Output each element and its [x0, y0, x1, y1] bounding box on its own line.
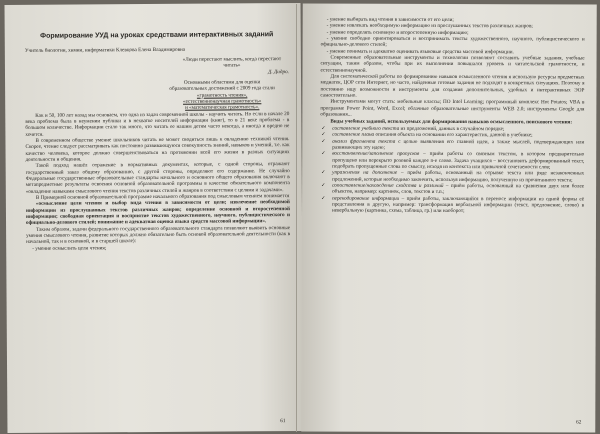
checkmark-icon: ✓	[321, 150, 326, 157]
epigraph-signature: Д. Дидро.	[268, 68, 290, 75]
checkmark-icon: ✓	[321, 169, 326, 176]
section-title: Виды учебных заданий, используемых для формирования навыков осмысленного, поискового чтения:	[330, 118, 573, 125]
goals-line: «грамотность чтения»,	[196, 91, 248, 99]
dash-item: - умение выбирать вид чтения в зависимости от его цели;	[326, 16, 454, 24]
epigraph-text: «Люди перестают мыслить, когда перестают читать»	[182, 55, 282, 69]
open-book	[6, 4, 596, 432]
checkmark-icon: ✓	[321, 131, 326, 138]
paragraph: Современные образовательные инструменты и технологии позволяют составить учебные задания, учебные ситуации, таким образом, чтобы при их выполнении повышался уровень и читательской грамотности, и естественнонаучной.	[320, 54, 585, 74]
dash-item: - умение свободно ориентироваться и воспринимать тексты художественного, научного, публицистического и официально-делового стилей;	[320, 35, 585, 49]
list-item: ✓ составление учебного текста из предложений, данных в случайном порядке;	[321, 125, 505, 133]
right-page	[301, 3, 596, 432]
goals-line: «естественнонаучная грамотность»	[182, 98, 262, 105]
paragraph: Инструментами могут стать: мобильные классы; ПО Intel Learning; программный комплекс Hot Potatos; VBA в программе Power Point, Word, Excel; облачные образовательные инструменты WEB 2.0; инструменты Google для образования...	[320, 99, 585, 118]
page-number: 61	[280, 417, 286, 424]
paragraph: В современном обществе умение школьников читать не может сводиться лишь к овладению техникой чтения. Скорее, чтение следует рассматривать как постоянно развивающуюся совокупность знаний, навыков и умений, т.е. как качество человека, которое должно совершенствоваться на протяжении всей его жизни в разных ситуациях деятельности и общения.	[25, 136, 290, 163]
list-item: ✓ сопоставление/нахождение сходства и различий – приём работы, основанный на сравнении двух или более объектов, например: картинок, слов, текстов и т.п.;	[321, 182, 585, 196]
dash-item: - умение осмыслить цели чтения;	[32, 245, 107, 252]
dash-item: - умение извлекать необходимую информацию из прослушанных текстов различных жанров;	[326, 22, 533, 30]
checkmark-icon: ✓	[321, 195, 326, 202]
task-checklist	[320, 125, 584, 215]
list-item: ✓ анализ фрагмента текста с целью выявления его главной идеи, а также мыслей, подтверждающих или развивающих эту идею;	[321, 138, 585, 151]
paragraph: В Примерной основной образовательной программе начального образования под смысловым чтением понимается	[35, 193, 290, 201]
goals-line: и «математическая грамотность».	[185, 104, 260, 112]
paragraph: Как и 50, 100 лет назад мы основаем, что одна из задач современной школы - научить читать. Но если в начале 20 века проблема была в неумении публики и в нехватке носителей информации (книг), то в 21 веке проблема - в большом количестве. Информации стало так много, что читать ее нашим детям часто некогда, а иногда и вредно не хочется.	[25, 110, 290, 138]
dash-item: - умение определять основную и второстепенную информацию;	[326, 29, 469, 36]
goals-line: образовательных достижений с 2009 года стали	[169, 85, 275, 93]
page-number: 62	[576, 419, 582, 426]
checkmark-icon: ✓	[321, 125, 326, 132]
goals-block	[155, 79, 289, 112]
paragraph: Для систематической работы по формированию навыков осмысленного чтения я использую ресурсы предметных медиатек, ЦОР сети Интернет, но часто, найденные готовые задания не подходят в конкретных ситуациях. Поэтому я постоянно ищу возможности и инструменты для создания дополнительных, удобных и интерактивных ЭОР самостоятельно.	[320, 73, 585, 99]
paragraph: Такой подход нашёл отражение в нормативных документах, которые, с одной стороны, отражают государственный заказ общему образованию, с другой стороны, определяют его содержание. Не случайно Федеральные государственные образовательные стандарты начального и основного общего образования включают в метапредметные результаты освоения основной образовательной программы в качестве обязательного компонента «овладение навыками смыслового чтения текстов различных стилей и жанров в соответствии с целями и задачами».	[25, 161, 290, 195]
list-item: ✓ составление плана описания объекта на основании его характеристик, данной в учебнике;	[321, 131, 533, 139]
book-gutter	[296, 4, 297, 432]
dash-item: - умение понимать и адекватно оценивать языковые средства массовой информации.	[326, 48, 514, 55]
list-item: ✓ восстановление/заполнение пропусков – приём работы со связным текстом, в котором предварительно пропущено или перекрыто розовой каждое n-е слово. Задача учащихся – восстановить деформированный текст, подобрать пропущенные слова по смыслу, исходя из контекста или привычной сочетаемости слов;	[321, 150, 585, 171]
list-item: ✓ упражнения на дополнение – приём работы, основанный на отрывке текста или ряде незаконченных предложений, которые необходимо закончить, используя информацию, полученную из прочитанного текста;	[321, 169, 585, 184]
author-line: Учитель биологии, химии, информатики Клевцова Елена Владимировна	[24, 46, 186, 54]
bold-definition: «осмысление цели чтения и выбор вида чтения в зависимости от цели; извлечение необходимой информации из прослушанных текстов различных жанров; определение основной и второстепенной информации; свободная ориентация и восприятие текстов художественного, научного, публицистического и официально-делового стилей; понимание и адекватная оценка языка средств массовой информации».	[25, 199, 291, 227]
paragraph: Таким образом, задачи федерального государственного образовательного стандарта позволяют выявить основные умения смыслового чтения, развитие которых должно обязательно быть основой образовательной деятельности (как в начальной, так и в основной, и в старшей школе):	[26, 224, 291, 246]
checkmark-icon: ✓	[321, 182, 326, 189]
list-item: ✓ перекодирование информации – приём работы, заключающийся в переносе информации из одной формы её представления в другую, например: трансформация вербальной информации (текст, предложение, слово) в невербальную (картинка, схема, таблица, гр.) или наоборот;	[321, 195, 585, 215]
epigraph	[175, 56, 289, 76]
article-title: Формирование УУД на уроках средствами интерактивных заданий	[40, 31, 274, 40]
checkmark-icon: ✓	[321, 138, 326, 145]
goals-line: Основными областями для оценки	[183, 79, 261, 86]
left-page	[5, 3, 304, 433]
